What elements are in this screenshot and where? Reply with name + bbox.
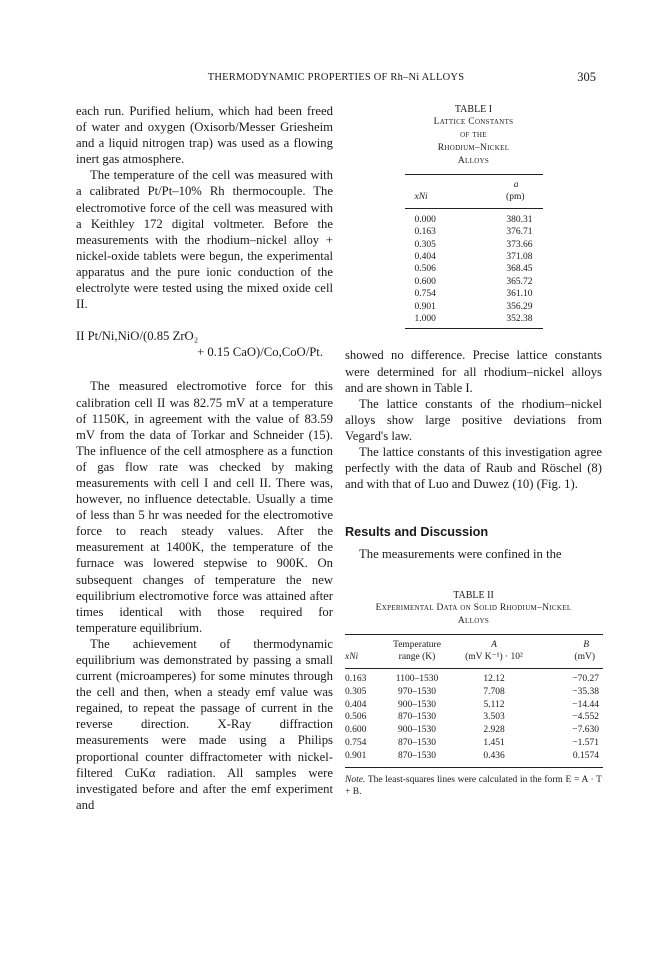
table-1	[345, 103, 602, 329]
table-cell-xni: 0.163	[345, 674, 367, 685]
table-2-header-top: Temperature	[379, 634, 455, 651]
table-cell-temp-range: 870–1530	[398, 712, 436, 723]
table-2-label: TABLE II	[453, 589, 494, 601]
table-1-header-xni: xNi	[405, 191, 475, 208]
table-2-caption-line: Experimental Data on Solid Rhodium–Nickel	[375, 602, 572, 613]
table-row	[405, 301, 543, 313]
table-row	[345, 711, 603, 724]
table-2-header-top: A	[455, 634, 533, 651]
table-1-caption	[345, 116, 602, 168]
table-row	[405, 208, 543, 226]
table-cell-xni: 0.600	[414, 276, 436, 287]
table-row	[405, 276, 543, 288]
table-cell-a: 356.29	[506, 301, 533, 312]
table-2-header-bottom: xNi	[345, 651, 379, 668]
table-cell-a: 380.31	[506, 214, 533, 225]
section-heading: Results and Discussion	[345, 525, 489, 540]
table-cell-xni: 0.404	[414, 252, 436, 263]
left-paragraph-3: The measured electromotive force for this calibration cell II was 82.75 mV at a temperature of 1150K, in agreement with the value of 83.59 mV from the data of Torkar and Schneider (15). The influence of the cell atmosphere as a function of gas flow rate was checked by making measurements with cell I and cell II. There was, however, no influence detectable. Usually a time of less than 5 hr was needed for the electromotive force to reach steady values. After the measurement at 1400K, the temperature of the furnace was lowered stepwise to 900K. On subsequent changes of temperature the new equilibrium electromotive force was attained after times identical with those required for temperature equilibrium.	[76, 379, 333, 635]
table-1-header-unit: (pm)	[475, 191, 543, 208]
table-cell-xni: 0.901	[414, 301, 436, 312]
table-1-caption-line: Lattice Constants	[433, 117, 514, 127]
table-row	[345, 750, 603, 767]
table-row	[405, 251, 543, 263]
table-row	[405, 239, 543, 251]
table-cell-a: 7.708	[483, 686, 505, 697]
right-paragraph-2: The lattice constants of the rhodium–nickel alloys show large positive deviations from Vegard's law.	[345, 396, 602, 443]
table-cell-b: −7.630	[572, 725, 599, 736]
table-row	[345, 686, 603, 699]
table-2-note-label: Note.	[345, 774, 366, 785]
page-header	[0, 72, 672, 86]
table-cell-b: 0.1574	[533, 750, 603, 767]
table-cell-a: 352.38	[475, 313, 543, 329]
table-1-caption-line: Rhodium–Nickel	[437, 143, 510, 153]
left-paragraph-1: each run. Purified helium, which had been freed of water and oxygen (Oxisorb/Messer Griesheim and a liquid nitrogen trap) was used as a flowing inert gas atmosphere.	[76, 104, 333, 167]
table-row	[405, 288, 543, 300]
table-cell-b: −1.571	[572, 738, 599, 749]
table-cell-xni: 0.600	[345, 725, 367, 736]
table-cell-a: 376.71	[506, 227, 533, 238]
table-cell-xni: 0.305	[345, 686, 367, 697]
table-2-caption	[345, 602, 602, 628]
table-cell-xni: 0.404	[345, 699, 367, 710]
left-paragraph-4: The achievement of thermodynamic equilibrium was demonstrated by passing a small current (microamperes) for some minutes through the cell and then, when a steady emf value was regained, to repeat the passage of current in the reverse direction. X-Ray diffraction measurements were made using a Philips proportional counter diffractometer with nickel-filtered CuKα radiation. All samples were investigated before and after the emf experiment and	[76, 636, 333, 812]
right-paragraph-3: The lattice constants of this investigation agree perfectly with the data of Raub and Röschel (8) and with that of Luo and Duwez (10) (Fig. 1).	[345, 445, 602, 492]
table-row	[405, 226, 543, 238]
right-paragraph-1: showed no difference. Precise lattice constants were determined for all rhodium–nickel alloys and are shown in Table I.	[345, 348, 602, 395]
table-cell-a: 368.45	[506, 264, 533, 275]
table-row	[345, 724, 603, 737]
table-cell-xni: 0.506	[414, 264, 436, 275]
left-paragraph-2: The temperature of the cell was measured with a calibrated Pt/Pt–10% Rh thermocouple. The electromotive force of the cell was measured with a Keithley 172 digital voltmeter. Before the measurements with the rhodium–nickel alloy + nickel-oxide tablets were begun, the experimental apparatus and the pure ionic conduction of the electrolyte were tested using the mixed oxide cell II.	[76, 168, 333, 312]
table-cell-temp-range: 1100–1530	[395, 674, 439, 685]
table-row	[345, 737, 603, 750]
table-1-grid	[405, 174, 543, 329]
table-cell-xni: 0.754	[345, 738, 367, 749]
right-column	[345, 103, 602, 799]
page-number: 305	[577, 70, 596, 84]
table-1-header-a: a	[475, 175, 543, 192]
table-2-note	[345, 774, 602, 799]
table-cell-xni: 0.506	[345, 712, 367, 723]
table-row	[405, 313, 543, 329]
cell-formula-line-1: II Pt/Ni,NiO/(0.85 ZrO₂	[76, 329, 199, 344]
table-2-header-bottom: (mV)	[533, 651, 603, 668]
table-cell-xni: 0.901	[345, 750, 379, 767]
cell-formula-line-2: + 0.15 CaO)/Co,CoO/Pt.	[197, 345, 323, 360]
table-2-header-bottom: (mV K⁻¹) · 10²	[455, 651, 533, 668]
table-cell-a: 12.12	[483, 674, 505, 685]
table-2-caption-line: Alloys	[457, 615, 490, 626]
table-cell-b: −14.44	[572, 699, 599, 710]
table-cell-temp-range: 870–1530	[379, 750, 455, 767]
table-2-note-text: The least-squares lines were calculated in the form E = A · T + B.	[345, 774, 602, 798]
table-row	[405, 263, 543, 275]
right-paragraph-4: The measurements were confined in the	[359, 547, 562, 562]
table-row	[345, 669, 603, 686]
table-cell-xni: 0.305	[414, 239, 436, 250]
table-cell-a: 3.503	[483, 712, 505, 723]
table-cell-a: 2.928	[483, 725, 505, 736]
table-cell-xni: 0.163	[414, 227, 436, 238]
table-cell-a: 371.08	[506, 252, 533, 263]
table-1-caption-line: of the	[460, 130, 487, 140]
table-cell-xni: 0.754	[414, 289, 436, 300]
table-cell-a: 365.72	[506, 276, 533, 287]
left-column	[76, 103, 333, 813]
table-cell-temp-range: 900–1530	[398, 725, 436, 736]
table-cell-temp-range: 970–1530	[398, 686, 436, 697]
table-2-header-top	[345, 634, 379, 651]
table-cell-temp-range: 870–1530	[398, 738, 436, 749]
table-cell-xni: 0.000	[414, 214, 436, 225]
table-1-caption-line: Alloys	[457, 156, 490, 166]
table-2-grid	[345, 634, 603, 768]
table-cell-b: −35.38	[572, 686, 599, 697]
table-cell-temp-range: 900–1530	[398, 699, 436, 710]
table-2-header-top: B	[533, 634, 603, 651]
running-title: THERMODYNAMIC PROPERTIES OF Rh–Ni ALLOYS	[207, 72, 465, 83]
table-cell-a: 361.10	[506, 289, 533, 300]
table-1-label: TABLE I	[454, 104, 493, 115]
table-cell-b: −4.552	[572, 712, 599, 723]
table-2	[345, 589, 602, 799]
table-2-header-bottom: range (K)	[379, 651, 455, 668]
table-cell-a: 373.66	[506, 239, 533, 250]
table-cell-a: 1.451	[483, 738, 505, 749]
table-cell-xni: 1.000	[405, 313, 475, 329]
table-cell-a: 0.436	[455, 750, 533, 767]
table-cell-a: 5.112	[483, 699, 505, 710]
table-cell-b: −70.27	[572, 674, 599, 685]
table-row	[345, 699, 603, 712]
